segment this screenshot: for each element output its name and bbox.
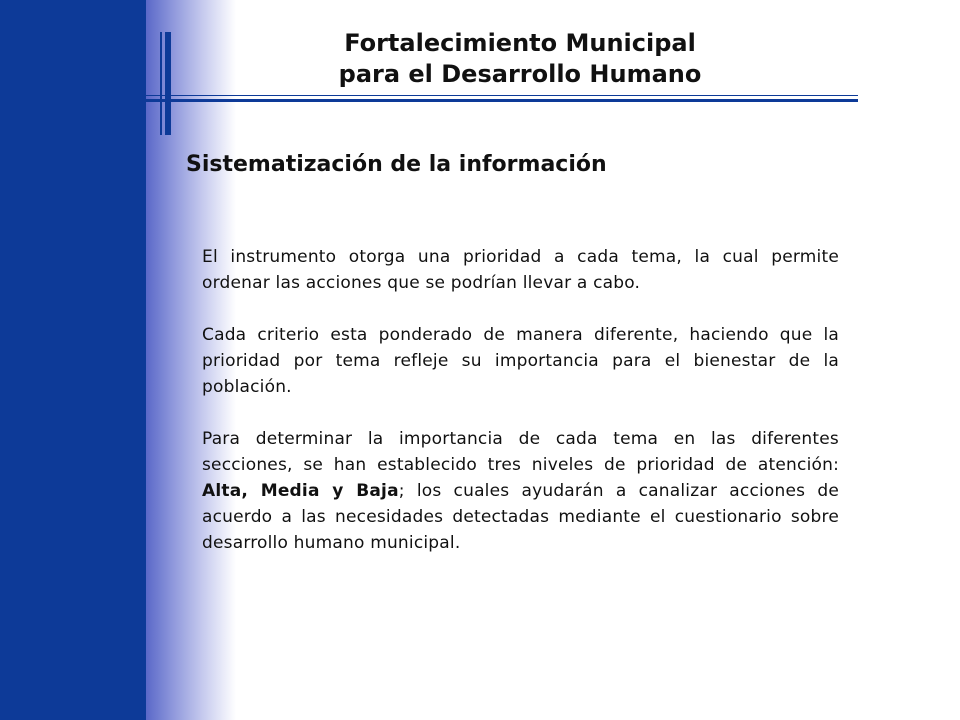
paragraph-2: Cada criterio esta ponderado de manera diferente, haciendo que la prioridad por tema refleje su importancia para el bienestar de la población. <box>202 325 839 397</box>
decor-horizontal-line-thick <box>146 99 858 102</box>
paragraph-3-text-end: ; los cuales ayudarán a canalizar acciones de acuerdo a las necesidades detectadas mediante el cuestionario sobre desarrollo humano municipal. <box>202 481 840 553</box>
decor-horizontal-line-thin <box>146 95 858 96</box>
paragraph-3-text-start: Para determinar la importancia de cada tema en las diferentes secciones, se han establecido tres niveles de prioridad de atención: <box>202 429 839 475</box>
decor-vertical-line-thin <box>160 32 162 135</box>
paragraph-3 <box>202 426 839 556</box>
paragraph-1: El instrumento otorga una prioridad a cada tema, la cual permite ordenar las acciones que se podrían llevar a cabo. <box>202 247 839 293</box>
section-title: Sistematización de la información <box>186 152 607 177</box>
body-text <box>202 244 839 582</box>
priority-levels-text: Alta, Media y Baja <box>202 481 399 501</box>
page-title-line-1: Fortalecimiento Municipal <box>344 29 696 57</box>
sidebar-blue-bar <box>0 0 146 720</box>
decor-vertical-line-thick <box>165 32 171 135</box>
page-title <box>240 28 800 90</box>
page-title-line-2: para el Desarrollo Humano <box>338 60 702 88</box>
